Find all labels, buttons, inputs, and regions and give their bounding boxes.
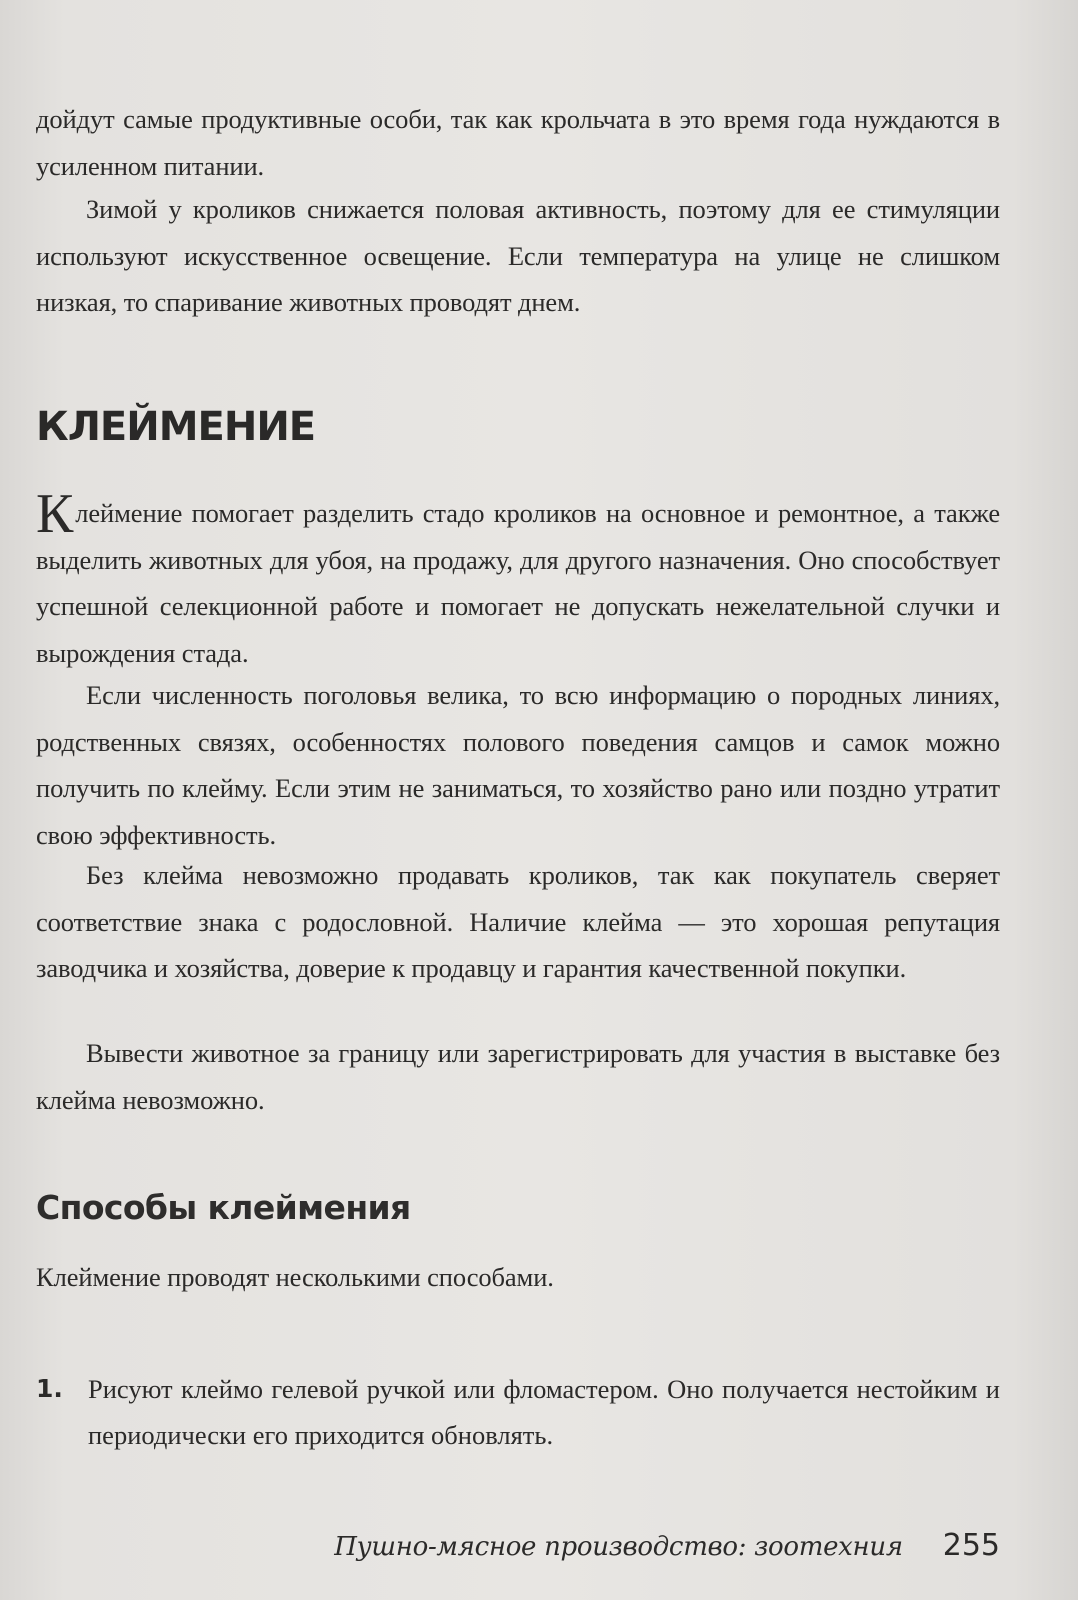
- section-paragraph-3: Без клейма невозможно продавать кроликов, так как покупатель сверяет соответствие знака с родословной. Наличие клейма — это хорошая репутация заводчика и хозяйства, доверие к продавцу и гарантия качественной покупки.: [36, 860, 1000, 983]
- intro-paragraph-continued: дойдут самые продуктивные особи, так как крольчата в это время года нуждаются в усиленном питании.: [36, 104, 1000, 181]
- intro-paragraph-winter: Зимой у кроликов снижается половая активность, поэтому для ее стимуляции используют искусственное освещение. Если температура на улице не слишком низкая, то спаривание животных проводят днем.: [36, 194, 1000, 317]
- subsection-heading: Способы клеймения: [36, 1188, 411, 1227]
- list-item-number: 1.: [36, 1374, 63, 1403]
- section-paragraph-1: [36, 483, 1000, 676]
- list-item: [36, 1366, 1000, 1458]
- drop-cap: К: [36, 483, 74, 545]
- list-item-text: Рисуют клеймо гелевой ручкой или фломастером. Оно получается нестойким и периодически его приходится обновлять.: [88, 1374, 1000, 1450]
- section-paragraph-4: Вывести животное за границу или зарегистрировать для участия в выставке без клейма невозможно.: [36, 1038, 1000, 1115]
- page-footer: [334, 1528, 1000, 1563]
- running-title: Пушно-мясное производство: зоотехния: [334, 1532, 903, 1562]
- subsection-intro: Клеймение проводят несколькими способами.: [36, 1262, 554, 1292]
- section-heading: КЛЕЙМЕНИЕ: [36, 404, 316, 450]
- section-paragraph-1-text: леймение помогает разделить стадо кроликов на основное и ремонтное, а также выделить животных для убоя, на продажу, для другого назначения. Оно способствует успешной селекционной работе и помогает не допускать нежелательной случки и вырождения стада.: [36, 498, 1000, 668]
- section-paragraph-2: Если численность поголовья велика, то всю информацию о породных линиях, родственных связях, особенностях полового поведения самцов и самок можно получить по клейму. Если этим не заниматься, то хозяйство рано или поздно утратит свою эффективность.: [36, 680, 1000, 850]
- page-number: 255: [942, 1528, 1000, 1563]
